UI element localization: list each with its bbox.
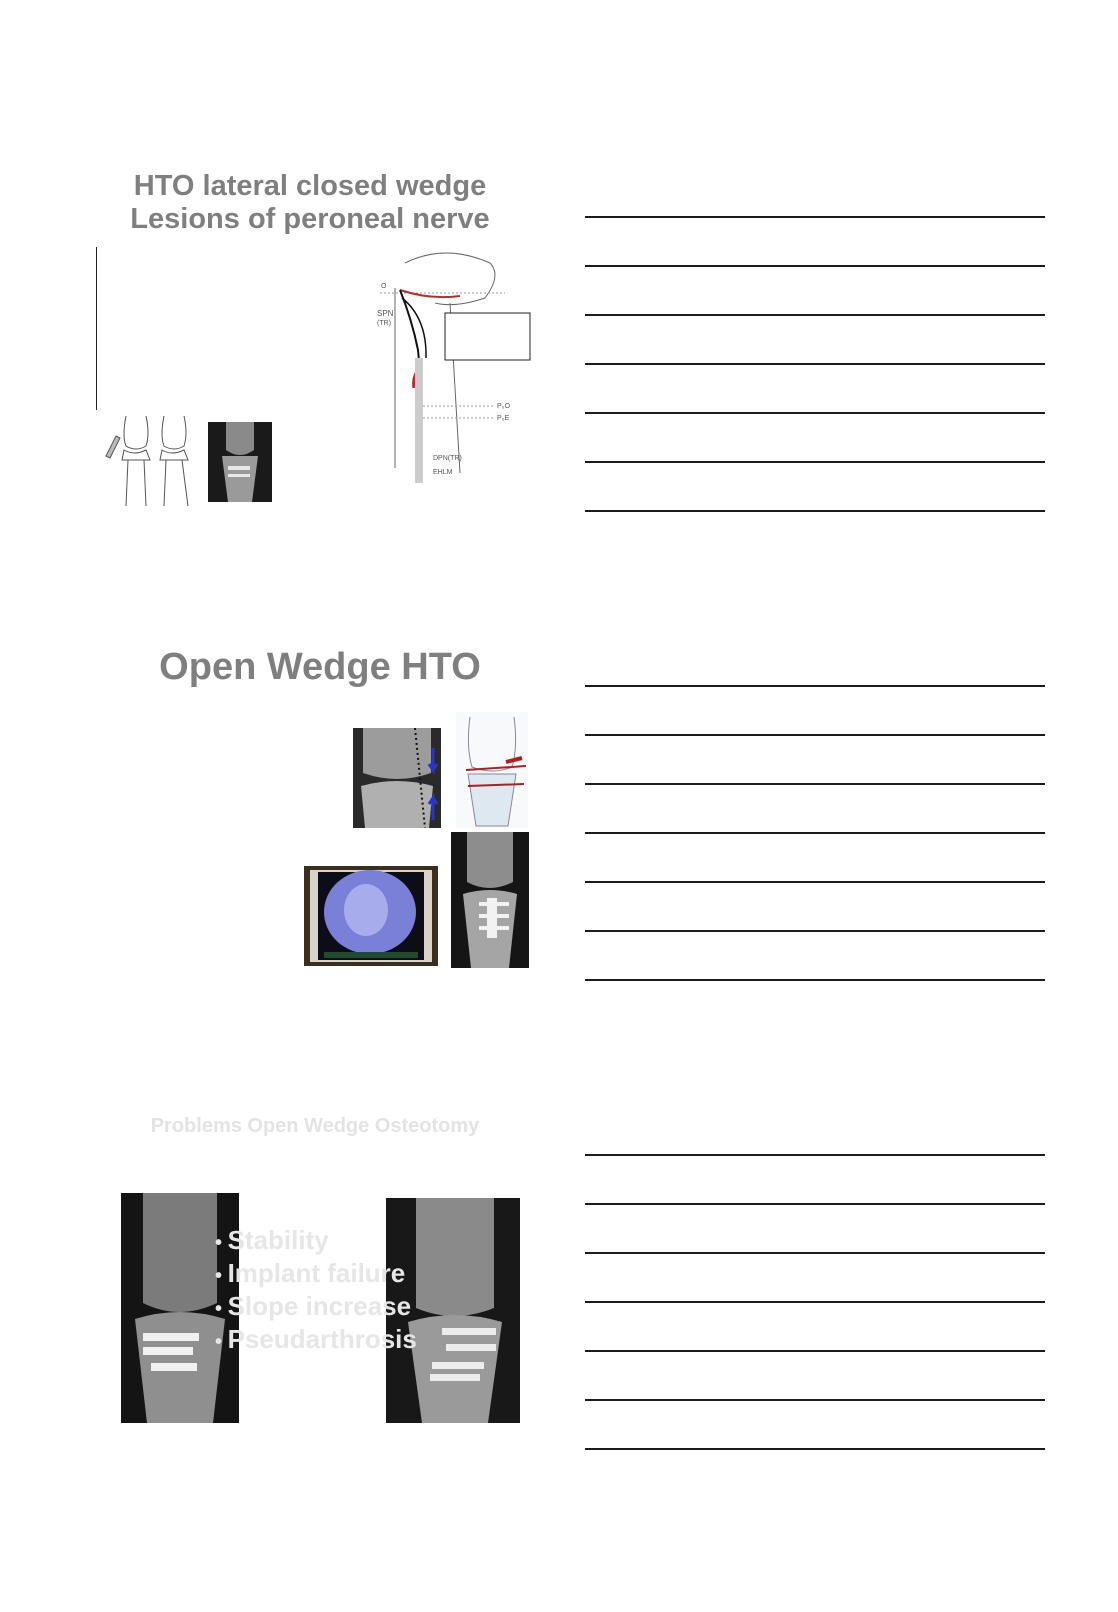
slide-1-title [95,170,525,236]
note-line [585,510,1045,512]
note-line [585,461,1045,463]
note-line [585,314,1045,316]
diagram-label-spn-tr: (TR) [377,320,391,327]
note-line [585,1399,1045,1401]
note-line [585,1301,1045,1303]
knee-drawing-image [96,416,196,508]
diagram-label-ehlm: EHLM [433,469,453,476]
note-line [585,1154,1045,1156]
note-line [585,734,1045,736]
slide-2-title: Open Wedge HTO [159,646,481,688]
bullet-item: • Implant failure [215,1258,445,1291]
note-line [585,979,1045,981]
note-line [585,783,1045,785]
note-line [585,265,1045,267]
diagram-label-pse: P₀E [497,415,510,422]
note-line [585,1203,1045,1205]
slide-1-title-line1: HTO lateral closed wedge [133,170,487,202]
diagram-label-dpn: DPN(TR) [433,455,462,462]
bullet-item: • Pseudarthrosis [215,1324,445,1357]
bullet-item: • Stability [215,1225,445,1258]
note-line [585,1252,1045,1254]
note-line [585,363,1045,365]
note-line [585,412,1045,414]
slide-3-bullet-list [215,1225,445,1357]
fluoroscopy-monitor-image [304,866,438,966]
knee-xray-plate-image [451,832,529,968]
note-line [585,881,1045,883]
diagram-label-spn: SPN [377,309,394,318]
note-line [585,930,1045,932]
knee-xray-image [208,422,272,502]
slide-3-title: Problems Open Wedge Osteotomy [150,1115,480,1137]
peroneal-nerve-diagram [375,248,545,488]
slide-1-title-line2: Lesions of peroneal nerve [130,203,490,235]
note-line [585,832,1045,834]
knee-xray-osteotomy-line-image [353,728,441,828]
bullet-item: • Slope increase [215,1291,445,1324]
note-line [585,1350,1045,1352]
diagram-label-pco: P₀O [497,403,511,410]
note-line [585,685,1045,687]
note-line [585,216,1045,218]
diagram-label-o: O [381,283,387,290]
open-wedge-drawing-image [456,712,528,828]
note-line [585,1448,1045,1450]
slide-1-left-bar [96,247,97,410]
